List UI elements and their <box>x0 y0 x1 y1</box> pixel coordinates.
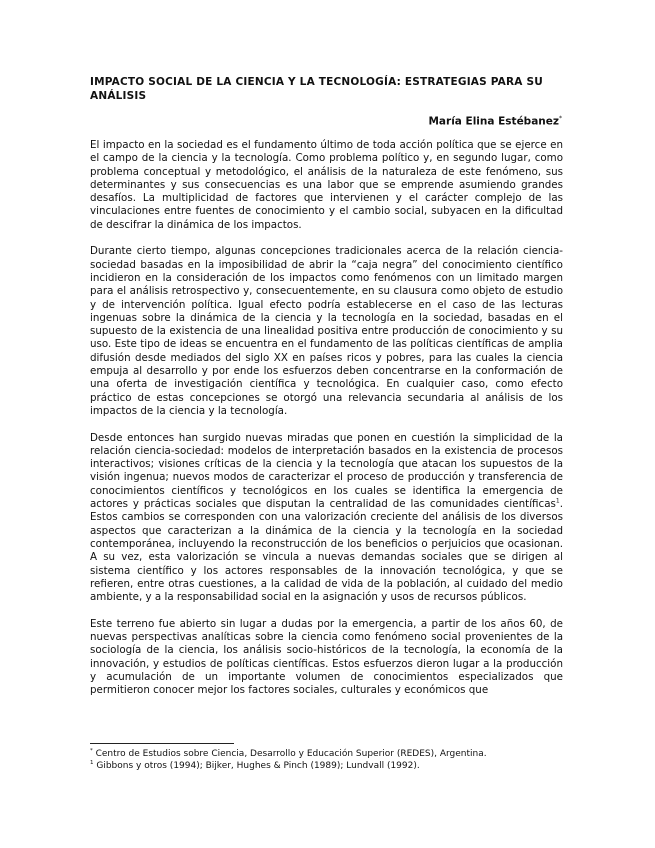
paragraph-4: Este terreno fue abierto sin lugar a dudas por la emergencia, a partir de los años 60, de nuevas perspectivas analíticas sobre la ciencia como fenómeno social provenientes de la sociología de la ciencia, los análisis socio-históricos de la tecnología, la economía de la innovación, y estudios de políticas científicas. Estos esfuerzos dieron lugar a la producción y acumulación de un importante volumen de conocimientos especializados que permitieron conocer mejor los factores sociales, culturales y económicos que <box>90 617 563 697</box>
footnote-1-mark: 1 <box>90 759 94 766</box>
paragraph-3-part-b: . Estos cambios se corresponden con una valorización creciente del análisis de los diversos aspectos que caracterizan a la dinámica de la ciencia y la tecnología en la sociedad contemporánea, incluyendo la reconstrucción de los beneficios o perjuicios que ocasionan. A su vez, esta valorización se vincula a nuevas demandas sociales que se dirigen al sistema científico y los actores responsables de la innovación tecnológica, y que se refieren, entre otras cuestiones, a la calidad de vida de la población, al cuidado del medio ambiente, y a la responsabilidad social en la asignación y usos de recursos públicos. <box>90 498 563 604</box>
paragraph-2: Durante cierto tiempo, algunas concepciones tradicionales acerca de la relación ciencia-sociedad basadas en la imposibilidad de abrir la “caja negra” del conocimiento científico incidieron en la consideración de los impactos como fenómenos con un limitado margen para el análisis retrospectivo y, consecuentemente, en su clausura como objeto de estudio y de intervención política. Igual efecto podría establecerse en el caso de las lecturas ingenuas sobre la dinámica de la ciencia y la tecnología en la sociedad, basadas en el supuesto de la existencia de una linealidad positiva entre producción de conocimiento y su uso. Este tipo de ideas se encuentra en el fundamento de las políticas científicas de amplia difusión desde mediados del siglo XX en países ricos y pobres, para las cuales la ciencia empuja al desarrollo y por ende los esfuerzos deben concentrarse en la conformación de una oferta de investigación científica y tecnológica. En cualquier caso, como efecto práctico de estas concepciones se otorgó una relevancia secundaria al análisis de los impactos de la ciencia y la tecnología. <box>90 245 563 417</box>
paragraph-3 <box>90 432 563 605</box>
paragraph-3-part-a: Desde entonces han surgido nuevas miradas que ponen en cuestión la simplicidad de la relación ciencia-sociedad: modelos de interpretación basados en la existencia de procesos interactivos; visiones críticas de la ciencia y la tecnología que atacan los supuestos de la visión ingenua; nuevos modos de caracterizar el proceso de producción y transferencia de conocimientos científicos y tecnológicos en los cuales se identifica la emergencia de actores y prácticas sociales que disputan la centralidad de las comunidades científicas <box>90 431 563 511</box>
footnote-divider <box>90 743 234 744</box>
author-name: María Elina Estébanez <box>428 115 559 128</box>
footnote-1 <box>90 761 563 773</box>
footnote-1-text: Gibbons y otros (1994); Bijker, Hughes & Pinch (1989); Lundvall (1992). <box>93 760 420 771</box>
footnote-reference-1[interactable]: 1 <box>555 497 560 505</box>
footnote-affiliation <box>90 749 563 761</box>
footnote-affiliation-mark: * <box>90 748 93 754</box>
body-text <box>90 139 563 711</box>
document-title: IMPACTO SOCIAL DE LA CIENCIA Y LA TECNOLOGÍA: ESTRATEGIAS PARA SU ANÁLISIS <box>90 76 543 102</box>
paragraph-1: El impacto en la sociedad es el fundamento último de toda acción política que se ejerce en el campo de la ciencia y la tecnología. Como problema político y, en segundo lugar, como problema conceptual y metodológico, el análisis de la naturaleza de este fenómeno, sus determinantes y sus consecuencias es una labor que se emprende asumiendo grandes desafíos. La multiplicidad de factores que intervienen y el carácter complejo de las vinculaciones entre fuentes de conocimiento y el cambio social, subyacen en la dificultad de descifrar la dinámica de los impactos. <box>90 139 563 231</box>
footnote-affiliation-text: Centro de Estudios sobre Ciencia, Desarrollo y Educación Superior (REDES), Argentina. <box>92 749 487 759</box>
footnotes <box>90 749 563 772</box>
author-line <box>428 115 562 128</box>
author-footnote-mark: * <box>559 115 562 122</box>
